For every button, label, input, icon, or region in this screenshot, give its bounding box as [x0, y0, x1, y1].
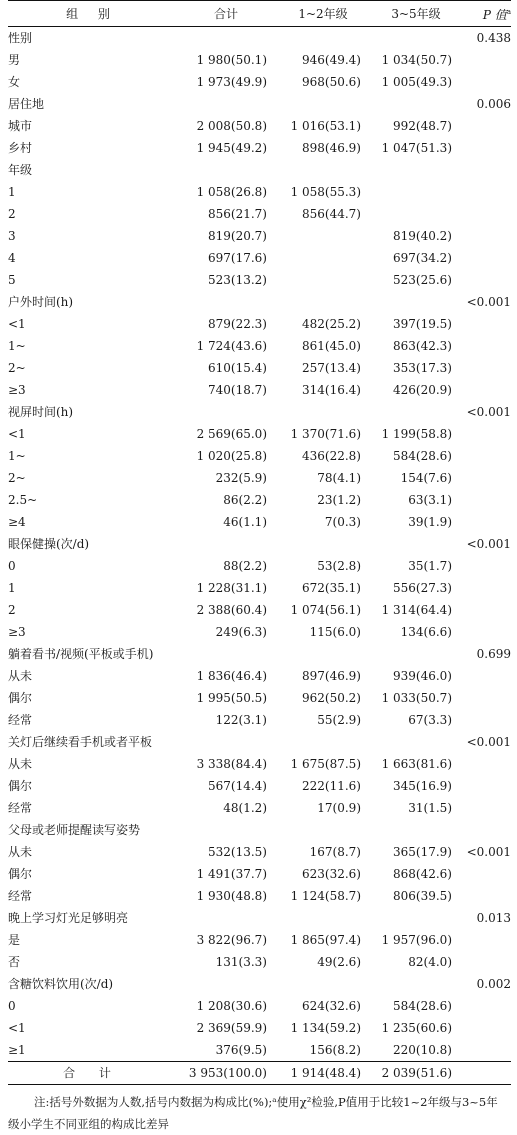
- cell-p-value: [462, 753, 511, 775]
- cell-p-value: <0.001: [466, 845, 511, 859]
- empty-cell: [370, 907, 462, 929]
- table-header: [8, 1, 511, 27]
- cell-grade-3-5: 697(34.2): [393, 251, 452, 265]
- cell-p-value: [462, 115, 511, 137]
- empty-cell: [276, 731, 370, 753]
- cell-p-value: [462, 269, 511, 291]
- cell-grade-1-2: 624(32.6): [302, 999, 361, 1013]
- cell-grade-3-5: [370, 181, 462, 203]
- row-label: 从未: [8, 757, 33, 771]
- empty-cell: [176, 731, 276, 753]
- cell-grade-3-5: 584(28.6): [393, 449, 452, 463]
- table-row: [8, 357, 511, 379]
- cell-total: 122(3.1): [215, 713, 267, 727]
- empty-cell: [276, 291, 370, 313]
- row-label: 否: [8, 955, 21, 969]
- cell-grade-1-2: [276, 269, 370, 291]
- empty-cell: [370, 159, 462, 181]
- table-row: [8, 621, 511, 643]
- cell-p-value: [462, 797, 511, 819]
- empty-cell: [370, 643, 462, 665]
- empty-cell: [462, 1062, 511, 1085]
- cell-grade-1-2: [276, 247, 370, 269]
- table-row: [8, 225, 511, 247]
- row-label: <1: [8, 1021, 26, 1035]
- row-label: 2~: [8, 361, 26, 375]
- section-title: 晚上学习灯光足够明亮: [8, 911, 129, 925]
- cell-total: 523(13.2): [208, 273, 267, 287]
- cell-grade-1-2: 23(1.2): [317, 493, 361, 507]
- cell-grade-1-2: 1 134(59.2): [290, 1021, 361, 1035]
- cell-grade-1-2: 1 074(56.1): [290, 603, 361, 617]
- table-row: [8, 115, 511, 137]
- cell-total: 1 945(49.2): [196, 141, 267, 155]
- row-label: 1~: [8, 449, 26, 463]
- empty-cell: [276, 819, 370, 841]
- cell-grade-1-2: 49(2.6): [317, 955, 361, 969]
- empty-cell: [276, 907, 370, 929]
- cell-p-value: [462, 247, 511, 269]
- header-p-superscript: a: [506, 8, 511, 16]
- cell-grade-3-5: 345(16.9): [393, 779, 452, 793]
- section-header-row: [8, 533, 511, 555]
- table-row: [8, 247, 511, 269]
- cell-grade-1-2: 1 124(58.7): [290, 889, 361, 903]
- cell-total: 1 836(46.4): [196, 669, 267, 683]
- header-p-value: [462, 1, 511, 27]
- cell-grade-3-5: 353(17.3): [393, 361, 452, 375]
- table-row: [8, 1039, 511, 1062]
- cell-total: 856(21.7): [208, 207, 267, 221]
- empty-cell: [370, 93, 462, 115]
- empty-cell: [176, 973, 276, 995]
- cell-grade-1-2: 962(50.2): [302, 691, 361, 705]
- cell-total: 2 388(60.4): [196, 603, 267, 617]
- cell-p-value: [462, 49, 511, 71]
- cell-grade-1-2: 156(8.2): [309, 1043, 361, 1057]
- cell-p-value: [462, 555, 511, 577]
- section-title: 居住地: [8, 97, 45, 111]
- empty-cell: [370, 973, 462, 995]
- row-label: 经常: [8, 801, 33, 815]
- section-header-row: [8, 27, 511, 50]
- section-title: 视屏时间(h): [8, 405, 74, 419]
- table-footnote: 注:括号外数据为人数,括号内数据为构成比(%);ᵃ使用χ²检验,P值用于比较1~2年级与3~5年级小学生不同亚组的构成比差异: [8, 1095, 498, 1131]
- table-row: [8, 379, 511, 401]
- total-row-grade-1-2: 1 914(48.4): [290, 1066, 361, 1080]
- cell-total: 1 980(50.1): [196, 53, 267, 67]
- cell-grade-3-5: 154(7.6): [400, 471, 452, 485]
- empty-cell: [176, 819, 276, 841]
- row-label: 经常: [8, 713, 33, 727]
- section-title: 性别: [8, 31, 33, 45]
- cell-p-value: [462, 621, 511, 643]
- cell-grade-3-5: 365(17.9): [393, 845, 452, 859]
- cell-grade-3-5: 1 047(51.3): [381, 141, 452, 155]
- row-label: 偶尔: [8, 867, 33, 881]
- cell-total: 86(2.2): [223, 493, 267, 507]
- cell-grade-3-5: 523(25.6): [393, 273, 452, 287]
- table-row: [8, 841, 511, 863]
- table-row: [8, 269, 511, 291]
- row-label: 偶尔: [8, 779, 33, 793]
- cell-grade-1-2: 1 865(97.4): [290, 933, 361, 947]
- stats-table: [8, 0, 511, 1085]
- section-p-value: 0.006: [476, 97, 511, 111]
- section-header-row: [8, 907, 511, 929]
- section-p-value: 0.438: [476, 31, 511, 45]
- empty-cell: [276, 533, 370, 555]
- cell-grade-3-5: 220(10.8): [393, 1043, 452, 1057]
- cell-p-value: [462, 203, 511, 225]
- row-label: 是: [8, 933, 21, 947]
- row-label: ≥3: [8, 625, 26, 639]
- cell-total: 1 973(49.9): [196, 75, 267, 89]
- section-p-value: 0.699: [476, 647, 511, 661]
- table-row: [8, 423, 511, 445]
- row-label: 从未: [8, 669, 33, 683]
- cell-total: 46(1.1): [223, 515, 267, 529]
- row-label: 0: [8, 559, 16, 573]
- table-row: [8, 335, 511, 357]
- row-label: 2~: [8, 471, 26, 485]
- row-label: 4: [8, 251, 16, 265]
- table-row: [8, 599, 511, 621]
- empty-cell: [276, 159, 370, 181]
- empty-cell: [176, 907, 276, 929]
- empty-cell: [276, 643, 370, 665]
- section-header-row: [8, 159, 511, 181]
- cell-total: 2 569(65.0): [196, 427, 267, 441]
- cell-grade-1-2: 898(46.9): [302, 141, 361, 155]
- section-header-row: [8, 731, 511, 753]
- cell-grade-3-5: 63(3.1): [408, 493, 452, 507]
- row-label: 城市: [8, 119, 33, 133]
- cell-grade-3-5: 1 314(64.4): [381, 603, 452, 617]
- cell-p-value: [462, 709, 511, 731]
- cell-grade-3-5: 35(1.7): [408, 559, 452, 573]
- cell-total: 3 822(96.7): [196, 933, 267, 947]
- table-row: [8, 753, 511, 775]
- table-row: [8, 445, 511, 467]
- table-row: [8, 863, 511, 885]
- cell-total: 1 491(37.7): [196, 867, 267, 881]
- cell-grade-3-5: 397(19.5): [393, 317, 452, 331]
- cell-p-value: [462, 313, 511, 335]
- section-title: 躺着看书/视频(平板或手机): [8, 647, 154, 661]
- cell-total: 1 995(50.5): [196, 691, 267, 705]
- row-label: 1: [8, 581, 16, 595]
- total-row-grade-3-5: 2 039(51.6): [381, 1066, 452, 1080]
- cell-p-value: [462, 335, 511, 357]
- row-label: 3: [8, 229, 16, 243]
- total-row-label: 合 计: [63, 1066, 121, 1080]
- table-row: [8, 687, 511, 709]
- row-label: 5: [8, 273, 16, 287]
- section-p-value: <0.001: [466, 405, 511, 419]
- cell-p-value: [462, 379, 511, 401]
- cell-grade-1-2: 55(2.9): [317, 713, 361, 727]
- cell-grade-3-5: 31(1.5): [408, 801, 452, 815]
- cell-total: 532(13.5): [208, 845, 267, 859]
- section-header-row: [8, 973, 511, 995]
- cell-grade-3-5: 1 005(49.3): [381, 75, 452, 89]
- section-header-row: [8, 643, 511, 665]
- row-label: 2: [8, 603, 16, 617]
- section-header-row: [8, 93, 511, 115]
- section-p-value: 0.013: [476, 911, 511, 925]
- table-row: [8, 951, 511, 973]
- table-row: [8, 929, 511, 951]
- empty-cell: [370, 819, 462, 841]
- cell-p-value: [462, 599, 511, 621]
- cell-total: 249(6.3): [215, 625, 267, 639]
- row-label: 女: [8, 75, 21, 89]
- row-label: ≥1: [8, 1043, 26, 1057]
- table-row: [8, 137, 511, 159]
- table-row: [8, 885, 511, 907]
- cell-grade-3-5: 1 033(50.7): [381, 691, 452, 705]
- cell-grade-1-2: 78(4.1): [317, 471, 361, 485]
- table-row: [8, 577, 511, 599]
- total-row: [8, 1062, 511, 1085]
- cell-grade-3-5: 819(40.2): [393, 229, 452, 243]
- row-label: 偶尔: [8, 691, 33, 705]
- section-p-value: <0.001: [466, 537, 511, 551]
- empty-cell: [176, 643, 276, 665]
- cell-grade-1-2: 53(2.8): [317, 559, 361, 573]
- cell-grade-3-5: 39(1.9): [408, 515, 452, 529]
- cell-grade-3-5: 868(42.6): [393, 867, 452, 881]
- cell-grade-3-5: 556(27.3): [393, 581, 452, 595]
- table-row: [8, 555, 511, 577]
- cell-grade-3-5: 67(3.3): [408, 713, 452, 727]
- section-header-row: [8, 819, 511, 841]
- cell-total: 697(17.6): [208, 251, 267, 265]
- row-label: 0: [8, 999, 16, 1013]
- cell-total: 3 338(84.4): [196, 757, 267, 771]
- cell-p-value: [462, 181, 511, 203]
- cell-grade-1-2: [276, 225, 370, 247]
- empty-cell: [176, 401, 276, 423]
- cell-p-value: [462, 357, 511, 379]
- cell-total: 1 058(26.8): [196, 185, 267, 199]
- empty-cell: [370, 291, 462, 313]
- cell-p-value: [462, 995, 511, 1017]
- section-title: 户外时间(h): [8, 295, 74, 309]
- table-row: [8, 71, 511, 93]
- cell-total: 232(5.9): [215, 471, 267, 485]
- empty-cell: [370, 533, 462, 555]
- empty-cell: [370, 731, 462, 753]
- header-grade-1-2: 1~2年级: [298, 6, 348, 21]
- cell-p-value: [462, 577, 511, 599]
- cell-p-value: [462, 445, 511, 467]
- cell-grade-1-2: 257(13.4): [302, 361, 361, 375]
- cell-grade-1-2: 861(45.0): [302, 339, 361, 353]
- section-p-value: <0.001: [466, 295, 511, 309]
- row-label: 乡村: [8, 141, 33, 155]
- table-row: [8, 467, 511, 489]
- cell-grade-3-5: 1 235(60.6): [381, 1021, 452, 1035]
- cell-total: 567(14.4): [208, 779, 267, 793]
- cell-total: 376(9.5): [215, 1043, 267, 1057]
- cell-total: 879(22.3): [208, 317, 267, 331]
- cell-grade-3-5: 82(4.0): [408, 955, 452, 969]
- cell-grade-1-2: 1 016(53.1): [290, 119, 361, 133]
- section-title: 含糖饮料饮用(次/d): [8, 977, 114, 991]
- table-row: [8, 181, 511, 203]
- cell-p-value: [462, 1017, 511, 1039]
- cell-total: 610(15.4): [208, 361, 267, 375]
- cell-grade-3-5: 939(46.0): [393, 669, 452, 683]
- cell-grade-1-2: 856(44.7): [302, 207, 361, 221]
- empty-cell: [176, 159, 276, 181]
- empty-cell: [176, 27, 276, 50]
- empty-cell: [370, 27, 462, 50]
- cell-grade-1-2: 672(35.1): [302, 581, 361, 595]
- cell-grade-1-2: 1 675(87.5): [290, 757, 361, 771]
- empty-cell: [276, 973, 370, 995]
- cell-grade-3-5: 134(6.6): [400, 625, 452, 639]
- row-label: ≥3: [8, 383, 26, 397]
- cell-p-value: [462, 225, 511, 247]
- cell-grade-3-5: 426(20.9): [393, 383, 452, 397]
- cell-grade-1-2: 482(25.2): [302, 317, 361, 331]
- cell-grade-3-5: [370, 203, 462, 225]
- header-total: 合计: [213, 6, 238, 21]
- row-label: <1: [8, 427, 26, 441]
- cell-total: 48(1.2): [223, 801, 267, 815]
- table-row: [8, 797, 511, 819]
- cell-grade-1-2: 115(6.0): [309, 625, 361, 639]
- cell-total: 740(18.7): [208, 383, 267, 397]
- section-title: 关灯后继续看手机或者平板: [8, 735, 153, 749]
- row-label: 2: [8, 207, 16, 221]
- cell-grade-1-2: 167(8.7): [309, 845, 361, 859]
- cell-grade-3-5: 806(39.5): [393, 889, 452, 903]
- row-label: 男: [8, 53, 21, 67]
- row-label: ≥4: [8, 515, 26, 529]
- row-label: 2.5~: [8, 493, 38, 507]
- empty-cell: [176, 291, 276, 313]
- section-header-row: [8, 291, 511, 313]
- table-row: [8, 203, 511, 225]
- cell-total: 1 228(31.1): [196, 581, 267, 595]
- cell-total: 819(20.7): [208, 229, 267, 243]
- cell-p-value: [462, 929, 511, 951]
- row-label: 1: [8, 185, 16, 199]
- empty-cell: [370, 401, 462, 423]
- cell-grade-1-2: 222(11.6): [302, 779, 361, 793]
- row-label: <1: [8, 317, 26, 331]
- cell-p-value: [462, 137, 511, 159]
- header-grade-3-5: 3~5年级: [391, 6, 441, 21]
- cell-grade-1-2: 1 370(71.6): [290, 427, 361, 441]
- table-body: [8, 27, 511, 1085]
- cell-p-value: [462, 863, 511, 885]
- row-label: 经常: [8, 889, 33, 903]
- header-group: 组 别: [66, 6, 118, 21]
- table-row: [8, 49, 511, 71]
- empty-cell: [276, 27, 370, 50]
- cell-grade-3-5: 1 199(58.8): [381, 427, 452, 441]
- section-header-row: [8, 401, 511, 423]
- section-p-value: [462, 819, 511, 841]
- cell-total: 1 930(48.8): [196, 889, 267, 903]
- cell-p-value: [462, 489, 511, 511]
- cell-p-value: [462, 423, 511, 445]
- cell-p-value: [462, 687, 511, 709]
- cell-total: 2 008(50.8): [196, 119, 267, 133]
- cell-grade-3-5: 1 957(96.0): [381, 933, 452, 947]
- table-row: [8, 665, 511, 687]
- cell-grade-1-2: 7(0.3): [324, 515, 361, 529]
- cell-grade-1-2: 968(50.6): [302, 75, 361, 89]
- empty-cell: [176, 93, 276, 115]
- cell-total: 1 724(43.6): [196, 339, 267, 353]
- table-row: [8, 489, 511, 511]
- cell-grade-1-2: 946(49.4): [302, 53, 361, 67]
- empty-cell: [276, 401, 370, 423]
- section-p-value: 0.002: [476, 977, 511, 991]
- total-row-total: 3 953(100.0): [188, 1066, 267, 1080]
- cell-grade-3-5: 992(48.7): [393, 119, 452, 133]
- table-row: [8, 775, 511, 797]
- section-title: 眼保健操(次/d): [8, 537, 90, 551]
- table-row: [8, 511, 511, 533]
- cell-grade-3-5: 1 034(50.7): [381, 53, 452, 67]
- table-row: [8, 709, 511, 731]
- row-label: 从未: [8, 845, 33, 859]
- cell-total: 88(2.2): [223, 559, 267, 573]
- cell-p-value: [462, 1039, 511, 1062]
- cell-grade-1-2: 17(0.9): [317, 801, 361, 815]
- row-label: 1~: [8, 339, 26, 353]
- cell-p-value: [462, 511, 511, 533]
- cell-grade-1-2: 314(16.4): [302, 383, 361, 397]
- cell-grade-1-2: 897(46.9): [302, 669, 361, 683]
- table-row: [8, 995, 511, 1017]
- cell-p-value: [462, 71, 511, 93]
- cell-grade-1-2: 623(32.6): [302, 867, 361, 881]
- cell-grade-1-2: 1 058(55.3): [290, 185, 361, 199]
- cell-p-value: [462, 885, 511, 907]
- cell-total: 131(3.3): [215, 955, 267, 969]
- cell-grade-3-5: 863(42.3): [393, 339, 452, 353]
- cell-p-value: [462, 775, 511, 797]
- cell-total: 2 369(59.9): [196, 1021, 267, 1035]
- cell-grade-1-2: 436(22.8): [302, 449, 361, 463]
- cell-total: 1 020(25.8): [196, 449, 267, 463]
- table-row: [8, 313, 511, 335]
- section-p-value: <0.001: [466, 735, 511, 749]
- cell-p-value: [462, 665, 511, 687]
- section-title: 父母或老师提醒读写姿势: [8, 823, 141, 837]
- cell-grade-3-5: 1 663(81.6): [381, 757, 452, 771]
- cell-p-value: [462, 467, 511, 489]
- empty-cell: [176, 533, 276, 555]
- header-p-label: P 值: [482, 8, 507, 22]
- table-row: [8, 1017, 511, 1039]
- cell-total: 1 208(30.6): [196, 999, 267, 1013]
- cell-grade-3-5: 584(28.6): [393, 999, 452, 1013]
- cell-p-value: [462, 951, 511, 973]
- section-p-value: [462, 159, 511, 181]
- section-title: 年级: [8, 163, 33, 177]
- empty-cell: [276, 93, 370, 115]
